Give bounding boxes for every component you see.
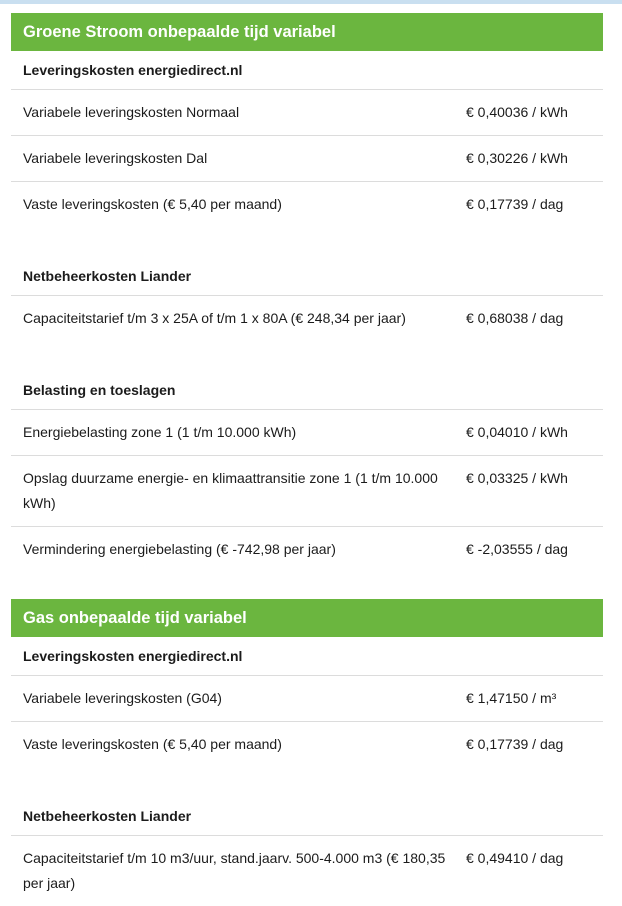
tariff-label: Variabele leveringskosten (G04) [23,690,222,706]
tariff-row [11,722,603,767]
tariff-price: € 0,04010 / kWh [466,424,568,440]
tariff-overview [11,13,603,906]
tariff-row [11,527,603,572]
tariff-label: Capaciteitstarief t/m 10 m3/uur, stand.jaarv. 500-4.000 m3 (€ 180,35 per jaar) [23,850,446,891]
spacer [11,341,603,371]
spacer [11,227,603,257]
tariff-row [11,410,603,456]
section-gap [11,572,603,599]
tariff-label: Opslag duurzame energie- en klimaattransitie zone 1 (1 t/m 10.000 kWh) [23,470,438,511]
group-title-network: Netbeheerkosten Liander [11,797,603,836]
tariff-row [11,182,603,227]
tariff-price: € 0,40036 / kWh [466,104,568,120]
gas-section [11,599,603,906]
tariff-price: € 0,03325 / kWh [466,470,568,486]
tariff-price: € 1,47150 / m³ [466,690,557,706]
group-title-supply: Leveringskosten energiedirect.nl [11,51,603,90]
tariff-row [11,136,603,182]
group-title-taxes: Belasting en toeslagen [11,371,603,410]
section-header-gas: Gas onbepaalde tijd variabel [11,599,603,637]
tariff-label: Energiebelasting zone 1 (1 t/m 10.000 kWh) [23,424,297,440]
tariff-row [11,90,603,136]
tariff-label: Vaste leveringskosten (€ 5,40 per maand) [23,196,282,212]
tariff-price: € 0,68038 / dag [466,310,564,326]
tariff-label: Capaciteitstarief t/m 3 x 25A of t/m 1 x 80A (€ 248,34 per jaar) [23,310,406,326]
tariff-row [11,836,603,906]
tariff-price: € 0,17739 / dag [466,196,564,212]
tariff-price: € -2,03555 / dag [466,541,568,557]
group-title-supply: Leveringskosten energiedirect.nl [11,637,603,676]
spacer [11,767,603,797]
section-header-electricity: Groene Stroom onbepaalde tijd variabel [11,13,603,51]
tariff-price: € 0,49410 / dag [466,850,564,866]
tariff-row [11,296,603,341]
top-strip [0,0,622,4]
tariff-price: € 0,17739 / dag [466,736,564,752]
tariff-price: € 0,30226 / kWh [466,150,568,166]
tariff-row [11,676,603,722]
tariff-label: Vaste leveringskosten (€ 5,40 per maand) [23,736,282,752]
tariff-label: Variabele leveringskosten Normaal [23,104,240,120]
group-title-network: Netbeheerkosten Liander [11,257,603,296]
tariff-row [11,456,603,527]
tariff-label: Variabele leveringskosten Dal [23,150,208,166]
tariff-label: Vermindering energiebelasting (€ -742,98 per jaar) [23,541,336,557]
electricity-section [11,13,603,572]
